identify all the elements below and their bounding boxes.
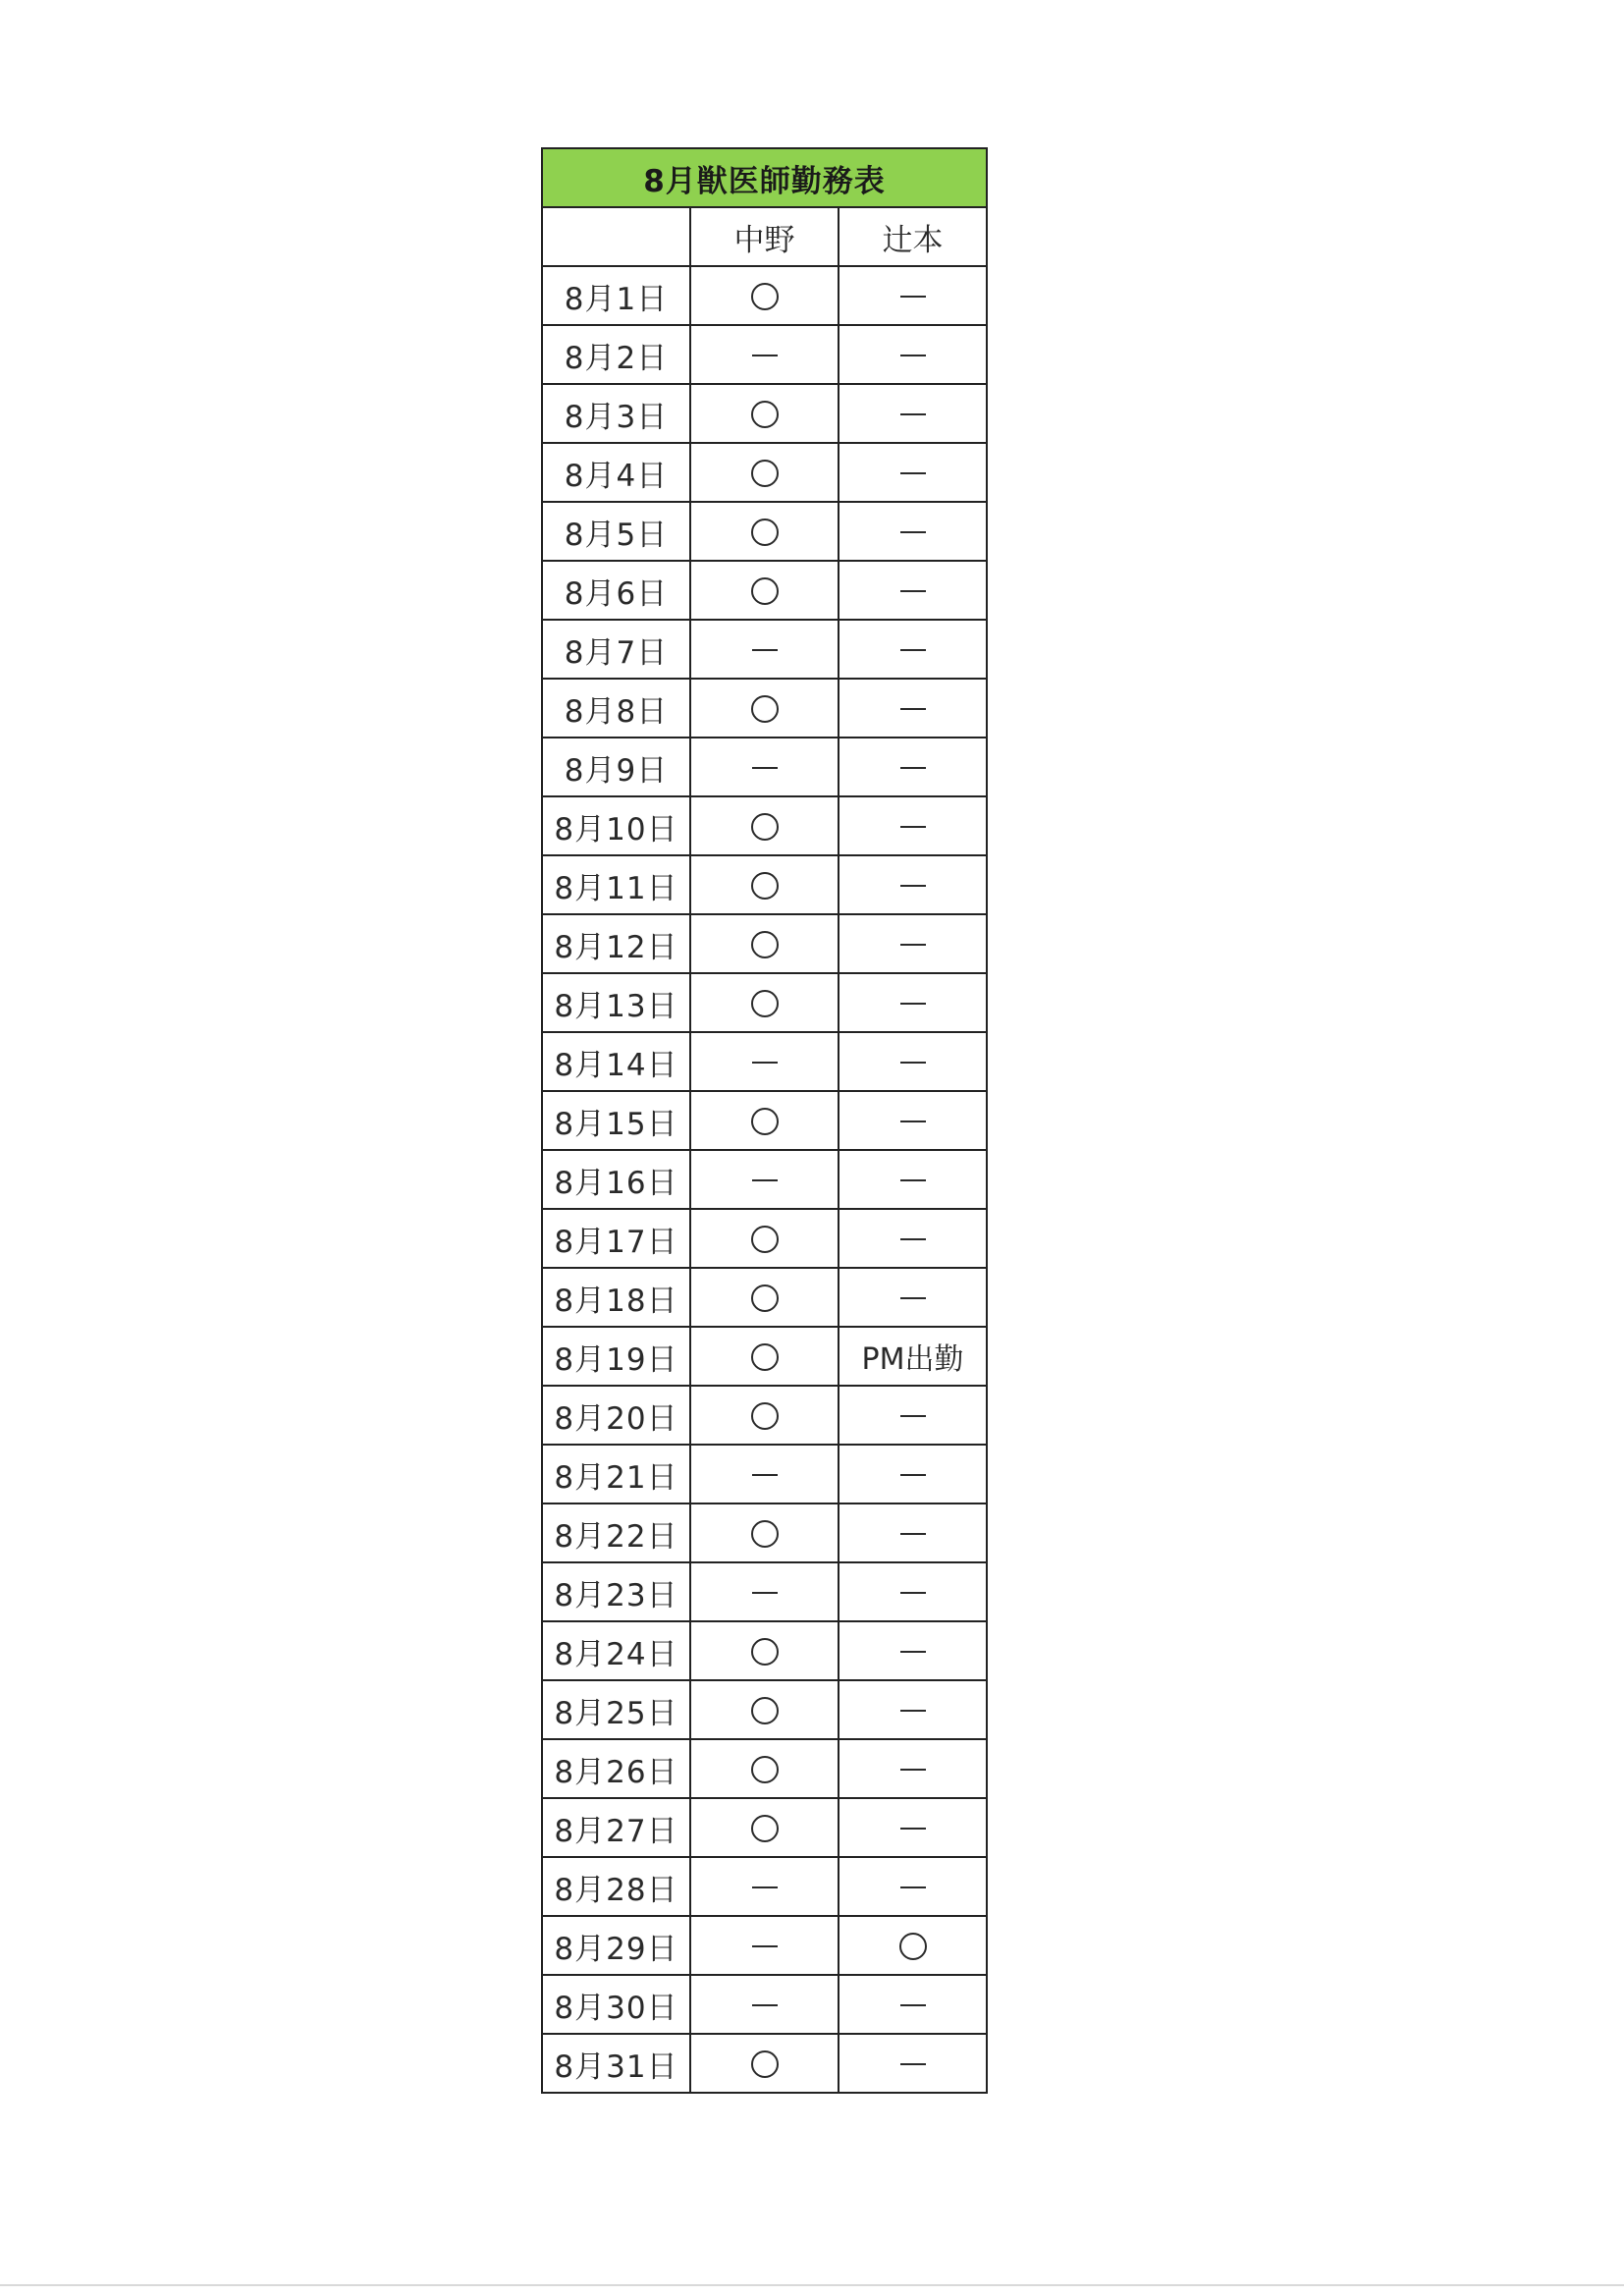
tsujimoto-status-cell bbox=[839, 1032, 987, 1091]
tsujimoto-status-cell bbox=[839, 1621, 987, 1680]
on-duty-circle-icon bbox=[751, 577, 779, 605]
schedule-body bbox=[542, 266, 987, 2093]
date-cell: 8月19日 bbox=[542, 1327, 690, 1386]
on-duty-circle-icon bbox=[751, 401, 779, 428]
nakano-status-cell bbox=[690, 1916, 839, 1975]
date-cell: 8月9日 bbox=[542, 738, 690, 796]
on-duty-circle-icon bbox=[751, 1402, 779, 1430]
page-bottom-rule bbox=[0, 2284, 1624, 2286]
date-cell: 8月7日 bbox=[542, 620, 690, 679]
table-row bbox=[542, 796, 987, 855]
tsujimoto-status-cell bbox=[839, 679, 987, 738]
date-cell: 8月15日 bbox=[542, 1091, 690, 1150]
off-duty-dash-icon bbox=[900, 296, 926, 298]
off-duty-dash-icon bbox=[752, 1592, 778, 1594]
tsujimoto-status-cell bbox=[839, 1503, 987, 1562]
nakano-status-cell bbox=[690, 561, 839, 620]
nakano-status-cell bbox=[690, 1857, 839, 1916]
title-row bbox=[542, 148, 987, 207]
off-duty-dash-icon bbox=[752, 1179, 778, 1181]
tsujimoto-status-cell bbox=[839, 1091, 987, 1150]
tsujimoto-status-cell bbox=[839, 502, 987, 561]
table-row bbox=[542, 1975, 987, 2034]
table-row bbox=[542, 1503, 987, 1562]
on-duty-circle-icon bbox=[751, 1815, 779, 1842]
tsujimoto-status-cell bbox=[839, 1209, 987, 1268]
tsujimoto-status-cell bbox=[839, 443, 987, 502]
off-duty-dash-icon bbox=[900, 767, 926, 769]
nakano-status-cell bbox=[690, 502, 839, 561]
table-row bbox=[542, 1209, 987, 1268]
off-duty-dash-icon bbox=[900, 1533, 926, 1535]
tsujimoto-status-cell bbox=[839, 2034, 987, 2093]
table-row bbox=[542, 502, 987, 561]
off-duty-dash-icon bbox=[900, 1121, 926, 1122]
tsujimoto-status-cell bbox=[839, 1680, 987, 1739]
tsujimoto-status-cell bbox=[839, 1798, 987, 1857]
tsujimoto-status-cell bbox=[839, 855, 987, 914]
date-cell: 8月31日 bbox=[542, 2034, 690, 2093]
off-duty-dash-icon bbox=[900, 708, 926, 710]
nakano-status-cell bbox=[690, 1032, 839, 1091]
table-row bbox=[542, 1386, 987, 1445]
nakano-status-cell bbox=[690, 1268, 839, 1327]
nakano-status-cell bbox=[690, 1739, 839, 1798]
nakano-status-cell bbox=[690, 679, 839, 738]
off-duty-dash-icon bbox=[900, 1769, 926, 1771]
table-row bbox=[542, 973, 987, 1032]
date-cell: 8月11日 bbox=[542, 855, 690, 914]
off-duty-dash-icon bbox=[900, 1297, 926, 1299]
table-row bbox=[542, 561, 987, 620]
nakano-status-cell bbox=[690, 1562, 839, 1621]
date-cell: 8月20日 bbox=[542, 1386, 690, 1445]
table-row bbox=[542, 620, 987, 679]
on-duty-circle-icon bbox=[751, 1226, 779, 1253]
off-duty-dash-icon bbox=[900, 355, 926, 356]
off-duty-dash-icon bbox=[752, 1945, 778, 1947]
tsujimoto-status-cell bbox=[839, 1150, 987, 1209]
tsujimoto-status-cell bbox=[839, 1975, 987, 2034]
date-cell: 8月24日 bbox=[542, 1621, 690, 1680]
tsujimoto-status-cell bbox=[839, 1857, 987, 1916]
nakano-status-cell bbox=[690, 2034, 839, 2093]
table-row bbox=[542, 679, 987, 738]
table-row bbox=[542, 1621, 987, 1680]
date-cell: 8月16日 bbox=[542, 1150, 690, 1209]
on-duty-circle-icon bbox=[751, 813, 779, 841]
table-row bbox=[542, 2034, 987, 2093]
date-cell: 8月3日 bbox=[542, 384, 690, 443]
nakano-status-cell bbox=[690, 1503, 839, 1562]
table-row bbox=[542, 1327, 987, 1386]
off-duty-dash-icon bbox=[752, 1062, 778, 1064]
date-cell: 8月17日 bbox=[542, 1209, 690, 1268]
date-cell: 8月26日 bbox=[542, 1739, 690, 1798]
table-row bbox=[542, 855, 987, 914]
tsujimoto-status-cell bbox=[839, 561, 987, 620]
table-row bbox=[542, 1445, 987, 1503]
off-duty-dash-icon bbox=[900, 1474, 926, 1476]
date-cell: 8月14日 bbox=[542, 1032, 690, 1091]
table-row bbox=[542, 1091, 987, 1150]
on-duty-circle-icon bbox=[751, 1285, 779, 1312]
off-duty-dash-icon bbox=[752, 2004, 778, 2006]
tsujimoto-status-cell bbox=[839, 1327, 987, 1386]
table-row bbox=[542, 1150, 987, 1209]
table-row bbox=[542, 1562, 987, 1621]
status-text: PM出勤 bbox=[861, 1342, 964, 1377]
off-duty-dash-icon bbox=[900, 472, 926, 474]
date-cell: 8月4日 bbox=[542, 443, 690, 502]
table-row bbox=[542, 1798, 987, 1857]
on-duty-circle-icon bbox=[751, 695, 779, 723]
tsujimoto-status-cell bbox=[839, 1916, 987, 1975]
header-doctor-tsujimoto: 辻本 bbox=[839, 207, 987, 266]
on-duty-circle-icon bbox=[751, 1756, 779, 1783]
on-duty-circle-icon bbox=[751, 990, 779, 1017]
tsujimoto-status-cell bbox=[839, 1562, 987, 1621]
nakano-status-cell bbox=[690, 1150, 839, 1209]
off-duty-dash-icon bbox=[900, 1062, 926, 1064]
table-row bbox=[542, 1680, 987, 1739]
table-row bbox=[542, 325, 987, 384]
off-duty-dash-icon bbox=[900, 944, 926, 946]
off-duty-dash-icon bbox=[900, 826, 926, 828]
date-cell: 8月6日 bbox=[542, 561, 690, 620]
date-cell: 8月8日 bbox=[542, 679, 690, 738]
off-duty-dash-icon bbox=[900, 1886, 926, 1888]
table-title: 8月獣医師勤務表 bbox=[542, 148, 987, 207]
table-row bbox=[542, 1857, 987, 1916]
nakano-status-cell bbox=[690, 1445, 839, 1503]
nakano-status-cell bbox=[690, 1209, 839, 1268]
date-cell: 8月13日 bbox=[542, 973, 690, 1032]
off-duty-dash-icon bbox=[752, 1474, 778, 1476]
nakano-status-cell bbox=[690, 796, 839, 855]
date-cell: 8月29日 bbox=[542, 1916, 690, 1975]
table-row bbox=[542, 1739, 987, 1798]
on-duty-circle-icon bbox=[751, 1343, 779, 1371]
off-duty-dash-icon bbox=[900, 1415, 926, 1417]
table-row bbox=[542, 384, 987, 443]
tsujimoto-status-cell bbox=[839, 796, 987, 855]
nakano-status-cell bbox=[690, 1386, 839, 1445]
on-duty-circle-icon bbox=[751, 519, 779, 546]
off-duty-dash-icon bbox=[900, 1651, 926, 1653]
on-duty-circle-icon bbox=[751, 283, 779, 310]
table-row bbox=[542, 1268, 987, 1327]
date-cell: 8月27日 bbox=[542, 1798, 690, 1857]
tsujimoto-status-cell bbox=[839, 1386, 987, 1445]
nakano-status-cell bbox=[690, 855, 839, 914]
tsujimoto-status-cell bbox=[839, 973, 987, 1032]
on-duty-circle-icon bbox=[751, 2050, 779, 2078]
nakano-status-cell bbox=[690, 1975, 839, 2034]
off-duty-dash-icon bbox=[900, 2063, 926, 2065]
tsujimoto-status-cell bbox=[839, 738, 987, 796]
off-duty-dash-icon bbox=[752, 355, 778, 356]
off-duty-dash-icon bbox=[752, 1886, 778, 1888]
nakano-status-cell bbox=[690, 973, 839, 1032]
date-cell: 8月28日 bbox=[542, 1857, 690, 1916]
off-duty-dash-icon bbox=[900, 885, 926, 887]
table-row bbox=[542, 1032, 987, 1091]
off-duty-dash-icon bbox=[900, 1238, 926, 1240]
table-row bbox=[542, 443, 987, 502]
on-duty-circle-icon bbox=[751, 460, 779, 487]
off-duty-dash-icon bbox=[900, 413, 926, 415]
tsujimoto-status-cell bbox=[839, 1445, 987, 1503]
date-cell: 8月21日 bbox=[542, 1445, 690, 1503]
on-duty-circle-icon bbox=[751, 1697, 779, 1724]
table-row bbox=[542, 738, 987, 796]
table-row bbox=[542, 266, 987, 325]
tsujimoto-status-cell bbox=[839, 266, 987, 325]
off-duty-dash-icon bbox=[900, 531, 926, 533]
date-cell: 8月25日 bbox=[542, 1680, 690, 1739]
on-duty-circle-icon bbox=[751, 1520, 779, 1548]
date-cell: 8月12日 bbox=[542, 914, 690, 973]
tsujimoto-status-cell bbox=[839, 620, 987, 679]
date-cell: 8月1日 bbox=[542, 266, 690, 325]
off-duty-dash-icon bbox=[900, 1592, 926, 1594]
on-duty-circle-icon bbox=[751, 872, 779, 900]
tsujimoto-status-cell bbox=[839, 1739, 987, 1798]
date-cell: 8月10日 bbox=[542, 796, 690, 855]
on-duty-circle-icon bbox=[751, 931, 779, 958]
date-cell: 8月30日 bbox=[542, 1975, 690, 2034]
table-row bbox=[542, 1916, 987, 1975]
header-date-cell bbox=[542, 207, 690, 266]
on-duty-circle-icon bbox=[751, 1108, 779, 1135]
nakano-status-cell bbox=[690, 1621, 839, 1680]
nakano-status-cell bbox=[690, 1798, 839, 1857]
nakano-status-cell bbox=[690, 266, 839, 325]
date-cell: 8月23日 bbox=[542, 1562, 690, 1621]
date-cell: 8月22日 bbox=[542, 1503, 690, 1562]
table-row bbox=[542, 914, 987, 973]
on-duty-circle-icon bbox=[751, 1638, 779, 1666]
off-duty-dash-icon bbox=[900, 2004, 926, 2006]
nakano-status-cell bbox=[690, 1327, 839, 1386]
nakano-status-cell bbox=[690, 1091, 839, 1150]
tsujimoto-status-cell bbox=[839, 325, 987, 384]
schedule-table bbox=[541, 147, 988, 2094]
off-duty-dash-icon bbox=[752, 649, 778, 651]
off-duty-dash-icon bbox=[900, 1003, 926, 1005]
off-duty-dash-icon bbox=[900, 649, 926, 651]
nakano-status-cell bbox=[690, 325, 839, 384]
date-cell: 8月2日 bbox=[542, 325, 690, 384]
tsujimoto-status-cell bbox=[839, 1268, 987, 1327]
off-duty-dash-icon bbox=[900, 590, 926, 592]
nakano-status-cell bbox=[690, 620, 839, 679]
date-cell: 8月18日 bbox=[542, 1268, 690, 1327]
off-duty-dash-icon bbox=[900, 1179, 926, 1181]
off-duty-dash-icon bbox=[900, 1828, 926, 1830]
tsujimoto-status-cell bbox=[839, 384, 987, 443]
on-duty-circle-icon bbox=[899, 1933, 927, 1960]
header-doctor-nakano: 中野 bbox=[690, 207, 839, 266]
nakano-status-cell bbox=[690, 914, 839, 973]
nakano-status-cell bbox=[690, 1680, 839, 1739]
header-row bbox=[542, 207, 987, 266]
date-cell: 8月5日 bbox=[542, 502, 690, 561]
tsujimoto-status-cell bbox=[839, 914, 987, 973]
off-duty-dash-icon bbox=[900, 1710, 926, 1712]
nakano-status-cell bbox=[690, 738, 839, 796]
nakano-status-cell bbox=[690, 443, 839, 502]
off-duty-dash-icon bbox=[752, 767, 778, 769]
nakano-status-cell bbox=[690, 384, 839, 443]
